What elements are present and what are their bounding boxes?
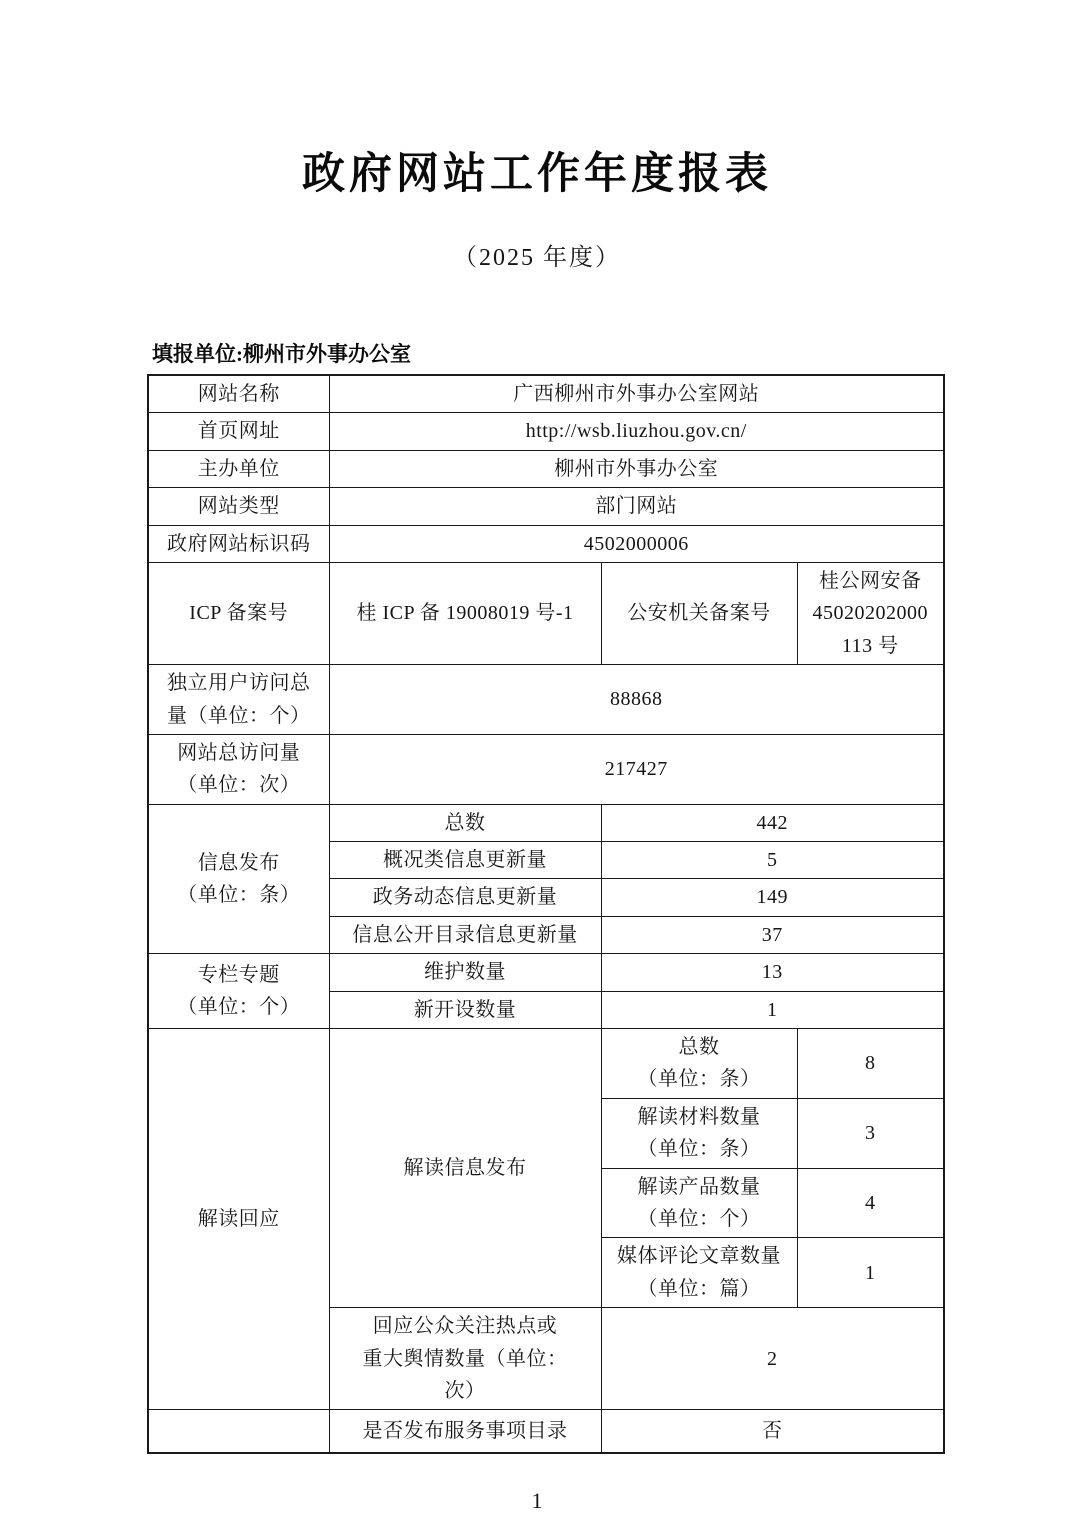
- police-record-label: 公安机关备案号: [601, 562, 797, 664]
- table-row-total-visits: [148, 734, 944, 804]
- row-label: 解读材料数量 （单位：条）: [601, 1098, 797, 1168]
- row-value: 4502000006: [329, 525, 944, 562]
- row-label: 回应公众关注热点或 重大舆情数量（单位： 次）: [329, 1308, 601, 1410]
- row-value: 4: [797, 1168, 944, 1238]
- row-value: 8: [797, 1029, 944, 1099]
- table-row-info-publish-total: [148, 804, 944, 841]
- empty-cell: [148, 1410, 329, 1453]
- row-value: 1: [797, 1238, 944, 1308]
- topics-section-label: 专栏专题 （单位：个）: [148, 954, 329, 1029]
- interpretation-section-label: 解读回应: [148, 1029, 329, 1410]
- row-label: 政务动态信息更新量: [329, 879, 601, 916]
- annual-report-table: [147, 374, 945, 1454]
- row-value: 2: [601, 1308, 944, 1410]
- page-title: 政府网站工作年度报表: [302, 150, 772, 198]
- row-label: 新开设数量: [329, 991, 601, 1028]
- row-value: http://wsb.liuzhou.gov.cn/: [329, 413, 944, 450]
- row-value: 部门网站: [329, 488, 944, 525]
- row-value: 3: [797, 1098, 944, 1168]
- row-label: 政府网站标识码: [148, 525, 329, 562]
- row-label: 信息公开目录信息更新量: [329, 916, 601, 953]
- table-row-site-name: [148, 375, 944, 413]
- row-label: 维护数量: [329, 954, 601, 991]
- row-label: 总数: [329, 804, 601, 841]
- row-value: 13: [601, 954, 944, 991]
- row-label: 网站类型: [148, 488, 329, 525]
- row-label: 总数 （单位：条）: [601, 1029, 797, 1099]
- page-subtitle: （2025 年度）: [453, 245, 621, 271]
- table-row-homepage-url: [148, 413, 944, 450]
- interpretation-publish-label: 解读信息发布: [329, 1029, 601, 1308]
- row-label: 是否发布服务事项目录: [329, 1410, 601, 1453]
- row-label: 网站总访问量 （单位：次）: [148, 734, 329, 804]
- row-label: 概况类信息更新量: [329, 842, 601, 879]
- row-label: 独立用户访问总 量（单位：个）: [148, 665, 329, 735]
- row-label: 网站名称: [148, 375, 329, 413]
- row-label: 媒体评论文章数量 （单位：篇）: [601, 1238, 797, 1308]
- reporting-unit-label: 填报单位:柳州市外事办公室: [152, 342, 411, 366]
- row-value: 否: [601, 1410, 944, 1453]
- row-value: 217427: [329, 734, 944, 804]
- police-record-value: 桂公网安备 45020202000 113 号: [797, 562, 944, 664]
- row-label: 主办单位: [148, 450, 329, 487]
- row-value: 442: [601, 804, 944, 841]
- table-row-topics-maintained: [148, 954, 944, 991]
- table-row-site-type: [148, 488, 944, 525]
- table-row-unique-visitors: [148, 665, 944, 735]
- table-row-site-id-code: [148, 525, 944, 562]
- row-value: 广西柳州市外事办公室网站: [329, 375, 944, 413]
- row-label: 解读产品数量 （单位：个）: [601, 1168, 797, 1238]
- row-value: 5: [601, 842, 944, 879]
- row-value: 88868: [329, 665, 944, 735]
- row-value: 1: [601, 991, 944, 1028]
- table-row-host-unit: [148, 450, 944, 487]
- info-publish-section-label: 信息发布 （单位：条）: [148, 804, 329, 954]
- table-row-service-catalog: [148, 1410, 944, 1453]
- row-label: 首页网址: [148, 413, 329, 450]
- table-row-interpretation-total: [148, 1029, 944, 1099]
- page-number: 1: [531, 1487, 543, 1513]
- table-row-icp: [148, 562, 944, 664]
- row-value: 柳州市外事办公室: [329, 450, 944, 487]
- row-value: 149: [601, 879, 944, 916]
- row-value: 37: [601, 916, 944, 953]
- icp-value: 桂 ICP 备 19008019 号-1: [329, 562, 601, 664]
- icp-label: ICP 备案号: [148, 562, 329, 664]
